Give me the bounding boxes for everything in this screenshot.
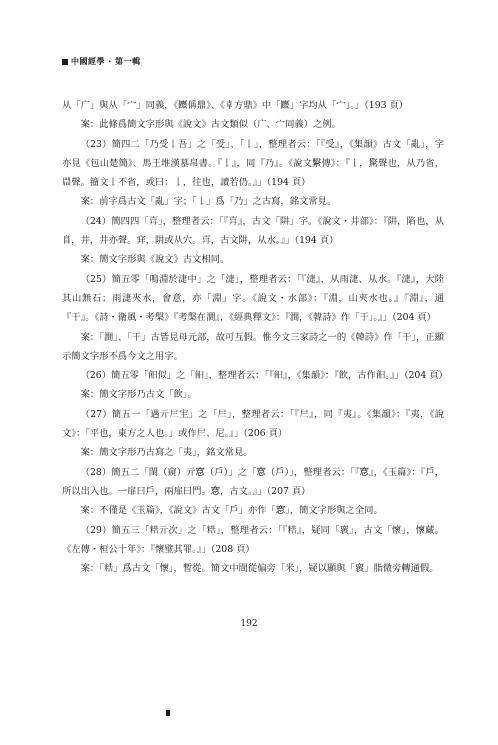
- page-number: 192: [240, 619, 258, 629]
- paragraph: 案：「𥺊」爲古文「懷」，暫從。簡文中間從偏旁「米」，疑以顯與「褱」脂微旁轉通假。: [80, 563, 439, 575]
- paragraph: 案：簡文字形乃古文「飲」。: [80, 389, 197, 401]
- scan-mark-icon: [166, 710, 170, 716]
- paragraph: 案：不僅是《玉篇》，《說文》古文「戶」亦作「𥦗」，簡文字形與之全同。: [80, 505, 383, 517]
- square-bullet-icon: [62, 59, 68, 65]
- paragraph: 案：簡文字形乃古寫之「夷」，銘文常見。: [80, 447, 253, 459]
- journal-title: 中國經學 · 第一輯: [71, 57, 141, 66]
- paragraph: 案：「澗」、「干」古皆見母元部，故可互假。惟今文三家詩之一的《韓詩》作「干」，正顯示簡文字形不爲今文之用字。: [62, 331, 444, 362]
- paragraph: （28）簡五二「閨（窺）亓𥦗（戶）」之「𥦗（戶）」，整理者云：「『𥦗』，《玉篇》：『戶，所以出入也。一扉曰戶，兩扉曰門。𥦗，古文。』」（207 頁）: [62, 466, 444, 497]
- paragraph: 案：此條爲簡文字形與《說文》古文類似（广、宀同義）之例。: [80, 119, 341, 131]
- paragraph: （29）簡五三「𥺊亓次」之「𥺊」，整理者云：「『𥺊』，疑同「褱」，古文「懷」，懷藏。《左傳・桓公十年》：『懷璧其罪。』」（208 頁）: [62, 524, 444, 555]
- paragraph: 案：簡文字形與《說文》古文相同。: [80, 254, 230, 266]
- paragraph: 案：前字爲古文「亂」字；「𠄌」爲「乃」之古寫，銘文常見。: [80, 196, 337, 208]
- paragraph: （26）簡五零「𩚣似」之「𩚣」，整理者云：「『𩚣』，《集韻》：『飲，古作𩚣。』」（204 頁）: [80, 370, 448, 382]
- paragraph: （23）簡四二「乃受𠄌吾」之「受」、「𠄌」，整理者云：「『受』，《集韻》古文「亂」，字亦見《包山楚簡》、馬王堆漢墓帛書。『𠄌』，同『乃』。《說文繫傳》：『𠄌，驚聲也，从乃省，𥆞聲。籀文𠄌不省，或曰：𠄌，往也，讀若仍。』」（194 頁）: [62, 138, 444, 189]
- paragraph: （27）簡五一「遇亓𡰥宔」之「𡰥」，整理者云：「『𡰥』，同『夷』。《集韻》：『夷，《說文》：「平也，東方之人也。」或作𡰥、尼。』」（206 頁）: [62, 408, 444, 440]
- paragraph: （25）簡五零「鳴淵於𣶏中」之「𣶏」，整理者云：「『𣶏』，从雨𣶏、从水。『𣶏』，大陸其山無石；雨𣶏夾水，會意，亦「淵」字。《說文・水部》：『淵，山夾水也。』『淵』，通『干』。《詩・衛風・考槃》『考槃在澗』，《經典釋文》：『澗，《韓詩》作「干」。』」（204 頁）: [62, 273, 444, 324]
- running-header: [62, 56, 141, 67]
- paragraph: （24）簡四四「𡔤」，整理者云：「『𡔤』，古文「阱」字。《說文・井部》：『阱，陷也，从𨸏，井，井亦聲。穽，阱或从穴。𡔤，古文阱，从水。』」（194 頁）: [62, 215, 444, 247]
- main-text: [62, 96, 448, 578]
- paragraph: 从「广」與从「宀」同義，《𠥫偁鼎》、《𠦝方鼎》中「𠥫」字均从「宀」。」（193 頁）: [62, 100, 409, 111]
